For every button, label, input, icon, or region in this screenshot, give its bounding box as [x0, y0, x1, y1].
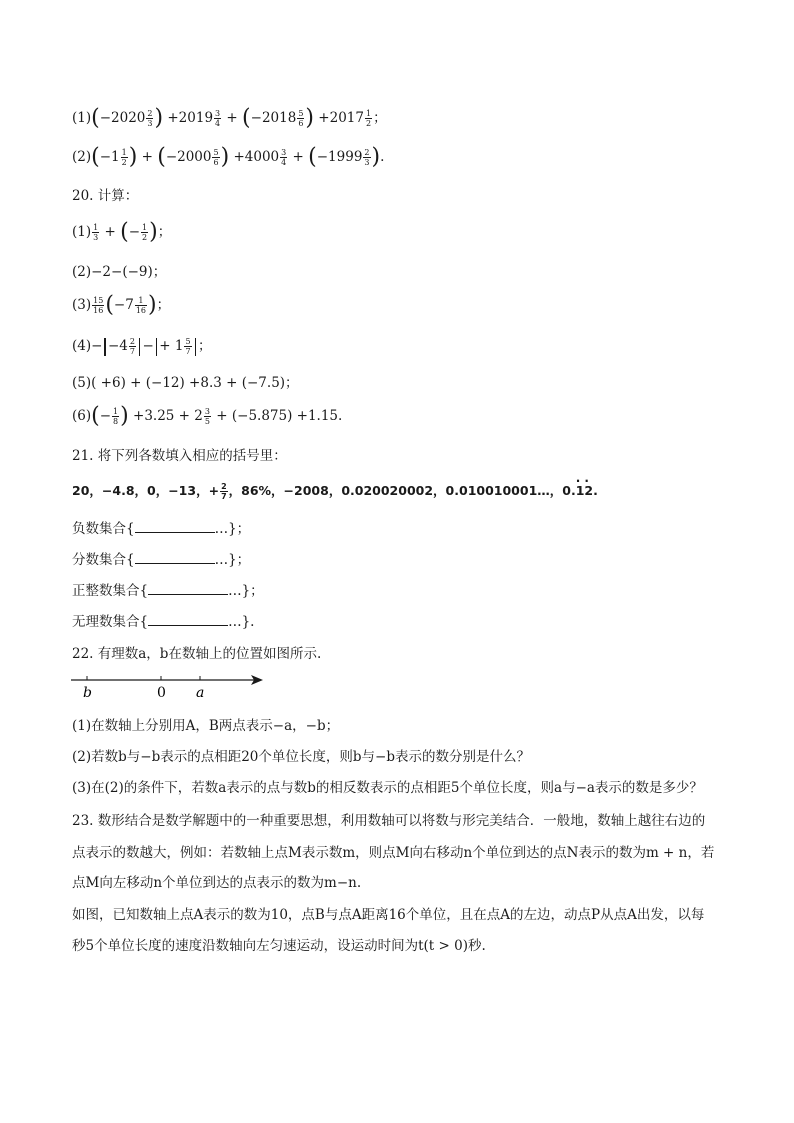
fraction: $\frac{15}{16}$ [93, 296, 104, 315]
mixed-whole: −1 [99, 149, 120, 165]
fraction: $\frac{1}{2}$ [365, 109, 372, 128]
mixed-whole: +2019 [167, 110, 214, 126]
label-a: a [196, 685, 205, 701]
fraction: $\frac{1}{2}$ [142, 223, 148, 242]
fraction: $\frac{3}{4}$ [281, 148, 287, 167]
q21-number-list: 20，−4.8，0，−13，+ $\frac{2}{7}$ ，86%，−2008，0.020020002，0.010010001…，0.· 1· 2. [72, 481, 598, 501]
fraction: $\frac{2}{7}$ [129, 337, 135, 356]
answer-blank[interactable] [135, 520, 215, 533]
q23-para1-line2: 点表示的数越大，例如：若数轴上点M表示数m，则点M向右移动n个单位到达的点N表示的数为m + n，若 [72, 845, 715, 861]
mixed-whole: +4000 [233, 149, 280, 165]
set-irrational: 无理数集合{ …}. [72, 614, 255, 630]
set-positive-integer: 正整数集合{ …}； [72, 583, 264, 599]
q22-title: 22. 有理数a，b在数轴上的位置如图所示. [72, 646, 322, 662]
fraction: $\frac{5}{7}$ [185, 337, 191, 356]
q20-part2: (2)−2−(−9)； [72, 264, 167, 280]
answer-blank[interactable] [135, 551, 215, 564]
part-label: (1) [72, 110, 92, 126]
fraction: $\frac{3}{4}$ [215, 109, 221, 128]
q23-para2-line2: 秒5个单位长度的速度沿数轴向左匀速运动，设运动时间为t(t > 0)秒. [72, 938, 486, 954]
part-label: (2) [72, 149, 92, 165]
mixed-whole: −2018 [250, 110, 297, 126]
fraction: $\frac{2}{3}$ [147, 109, 153, 128]
answer-blank[interactable] [148, 582, 228, 595]
q23-para1-line1: 23. 数形结合是数学解题中的一种重要思想，利用数轴可以将数与形完美结合．一般地，数轴上越往右边的 [72, 813, 706, 829]
fraction: $\frac{1}{8}$ [113, 407, 119, 426]
fraction: $\frac{1}{3}$ [93, 223, 99, 242]
q22-part1: (1)在数轴上分别用A，B两点表示−a，−b； [72, 718, 340, 734]
mixed-whole: −1999 [316, 149, 363, 165]
q22-part3: (3)在(2)的条件下，若数a表示的点与数b的相反数表示的点相距5个单位长度，则a与−a表示的数是多少？ [72, 780, 703, 796]
q20-part5: (5)( +6) + (−12) +8.3 + (−7.5)； [72, 375, 299, 391]
answer-blank[interactable] [148, 613, 228, 626]
fraction: $\frac{5}{6}$ [298, 109, 304, 128]
q20-part6: (6)(− $\frac{1}{8}$ ) +3.25 + 2 $\frac{3}{5}$ + (−5.875) +1.15. [72, 403, 343, 429]
mixed-whole: +2017 [318, 110, 364, 126]
q19-part1: (1)(−2020 $\frac{2}{3}$ ) +2019 $\frac{3}{4}$ + (−2018 $\frac{5}{6}$ ) +2017 $\frac{1}{2}$ ； [72, 105, 387, 131]
set-fraction: 分数集合{ …}； [72, 552, 251, 568]
set-negative: 负数集合{ …}； [72, 521, 251, 537]
fraction: $\frac{2}{7}$ [221, 482, 227, 501]
fraction: $\frac{3}{5}$ [204, 407, 210, 426]
fraction: $\frac{1}{2}$ [121, 148, 127, 167]
q22-part2: (2)若数b与−b表示的点相距20个单位长度，则b与−b表示的数分别是什么？ [72, 749, 530, 765]
number-line [68, 668, 268, 702]
q20-title: 20. 计算： [72, 188, 139, 204]
label-b: b [83, 685, 92, 701]
mixed-whole: −2020 [99, 110, 146, 126]
q20-part3: (3) $\frac{15}{16}$ (−7 $\frac{1}{16}$ )； [72, 292, 171, 318]
fraction: $\frac{2}{3}$ [364, 148, 370, 167]
fraction: $\frac{5}{6}$ [213, 148, 219, 167]
label-zero: 0 [157, 685, 166, 701]
q23-para2-line1: 如图，已知数轴上点A表示的数为10，点B与点A距离16个单位，且在点A的左边，动点P从点A出发，以每 [72, 907, 705, 923]
q23-para1-line3: 点M向左移动n个单位到达的点表示的数为m−n. [72, 875, 362, 891]
q20-part4: (4)− −4 $\frac{2}{7}$ − + 1 $\frac{5}{7}$ ； [72, 337, 212, 356]
q21-title: 21. 将下列各数填入相应的括号里： [72, 448, 287, 464]
q19-part2: (2)(−1 $\frac{1}{2}$ ) + (−2000 $\frac{5}{6}$ ) +4000 $\frac{3}{4}$ + (−1999 $\frac{2}{3}$ ). [72, 144, 385, 170]
mixed-whole: −2000 [165, 149, 212, 165]
fraction: $\frac{1}{16}$ [135, 296, 146, 315]
q20-part1: (1) $\frac{1}{3}$ + (− $\frac{1}{2}$ )； [72, 219, 172, 245]
